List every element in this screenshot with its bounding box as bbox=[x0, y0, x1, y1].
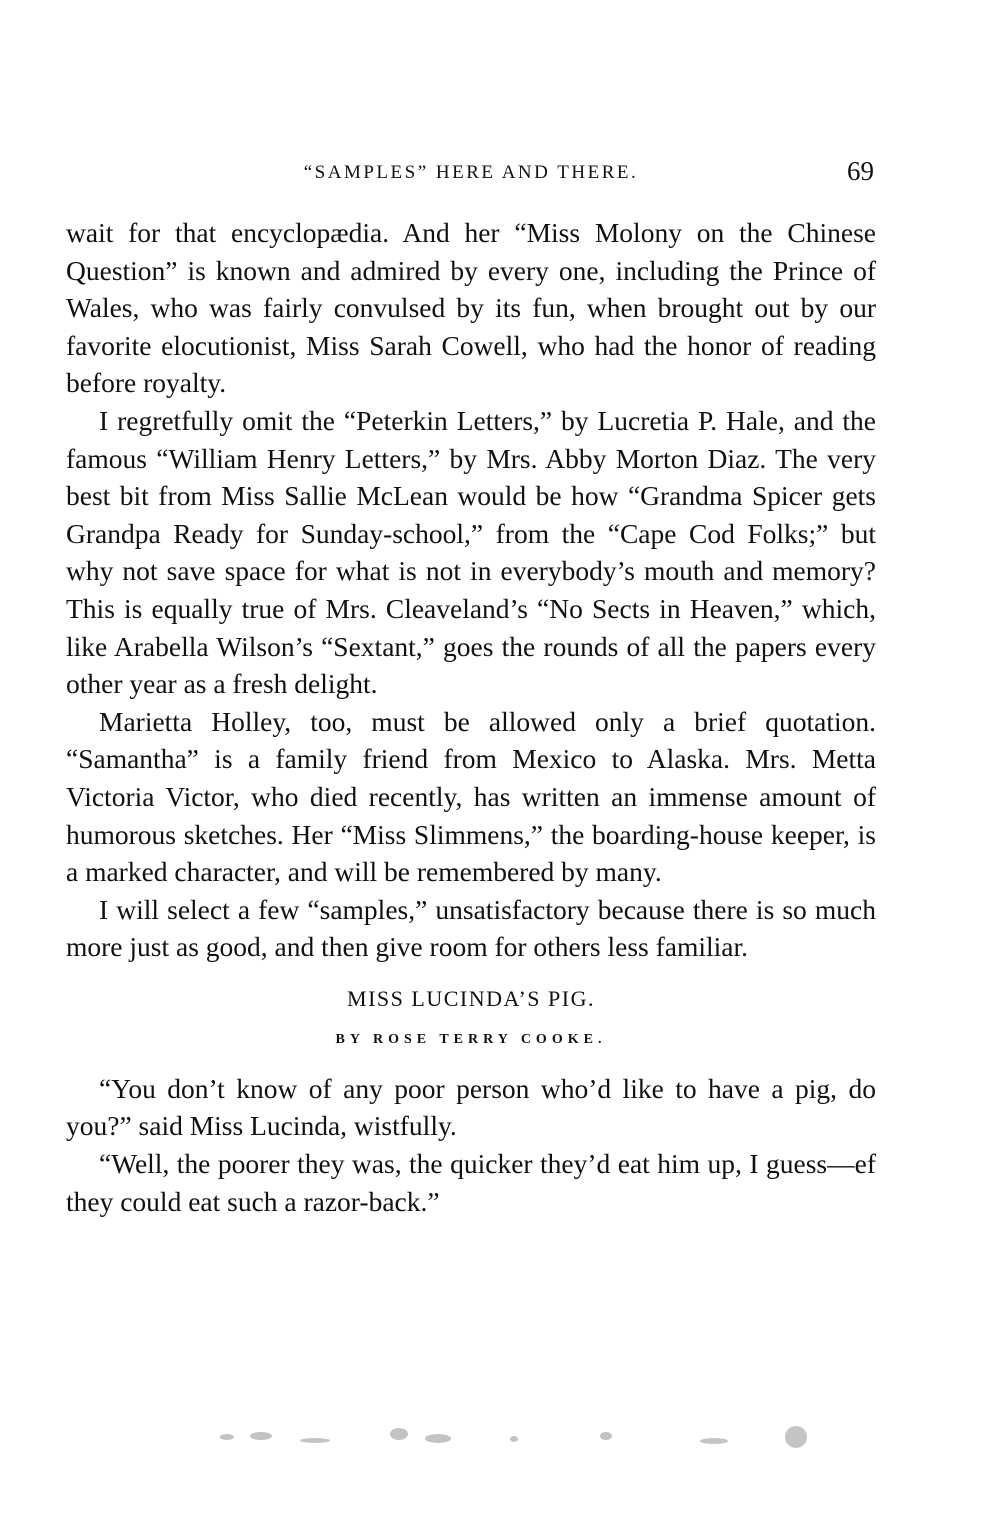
running-head bbox=[66, 156, 876, 190]
paragraph-1: wait for that encyclopædia. And her “Miss Molony on the Chinese Question” is known and admired by every one, including the Prince of Wales, who was fairly convulsed by its fun, when brought out by our favorite elocutionist, Miss Sarah Cowell, who had the honor of reading before royalty. bbox=[66, 217, 876, 399]
paragraph-4: I will select a few “samples,” unsatisfactory because there is so much more just as good, and then give room for others less familiar. bbox=[66, 893, 876, 963]
running-title: “SAMPLES” HERE AND THERE. bbox=[303, 162, 639, 183]
bleed-through-smudge bbox=[210, 1414, 810, 1464]
story-paragraph-1: “You don’t know of any poor person who’d like to have a pig, do you?” said Miss Lucinda, wistfully. bbox=[66, 1072, 876, 1142]
paragraph-3: Marietta Holley, too, must be allowed only a brief quotation. “Samantha” is a family friend from Mexico to Alaska. Mrs. Metta Victoria Victor, who died recently, has written an immense amount of humorous sketches. Her “Miss Slimmens,” the boarding-house keeper, is a marked character, and will be remembered by many. bbox=[66, 705, 876, 888]
story-paragraph-2: “Well, the poorer they was, the quicker they’d eat him up, I guess—ef they could eat such a razor-back.” bbox=[66, 1148, 876, 1217]
paragraph-2: I regretfully omit the “Peterkin Letters,” by Lucretia P. Hale, and the famous “William Henry Letters,” by Mrs. Abby Morton Diaz. The very best bit from Miss Sallie McLean would be how “Grandma Spicer gets Grandpa Ready for Sunday-school,” from the “Cape Cod Folks;” but why not save space for what is not in everybody’s mouth and memory? This is equally true of Mrs. Cleaveland’s “No Sects in Heaven,” which, like Arabella Wilson’s “Sextant,” goes the rounds of all the papers every other year as a fresh delight. bbox=[66, 404, 876, 700]
story-title: MISS LUCINDA’S PIG. bbox=[347, 985, 595, 1011]
story-byline: BY ROSE TERRY COOKE. bbox=[335, 1031, 607, 1047]
body-text bbox=[66, 214, 876, 1220]
page-number: 69 bbox=[847, 156, 874, 186]
